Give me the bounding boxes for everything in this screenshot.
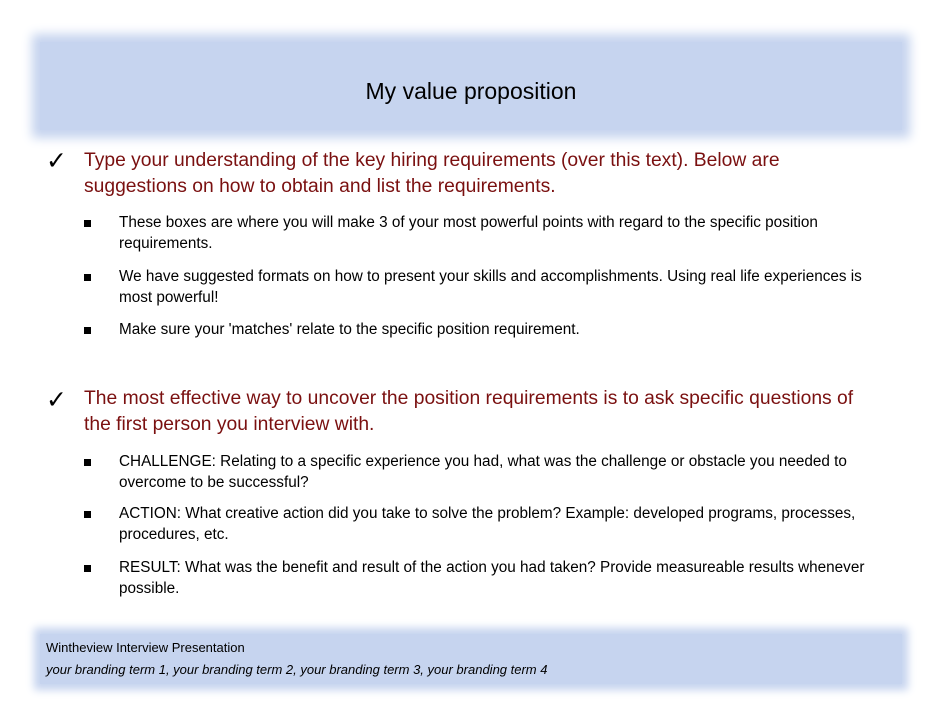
bullet-text: RESULT: What was the benefit and result of the action you had taken? Provide measureable results whenever possible. [119,559,865,597]
bullet-text: We have suggested formats on how to present your skills and accomplishments. Using real life experiences is most powerful! [119,268,862,306]
square-bullet-icon [84,327,91,334]
square-bullet-icon [84,220,91,227]
section-lead-text: Type your understanding of the key hiring requirements (over this text). Below are suggestions on how to obtain and list the requirements. [84,150,780,197]
bullet-text: CHALLENGE: Relating to a specific experience you had, what was the challenge or obstacle you needed to overcome to be successful? [119,453,847,491]
section-lead-text: The most effective way to uncover the position requirements is to ask specific questions of the first person you interview with. [84,388,854,435]
bullet-text: Make sure your 'matches' relate to the specific position requirement. [119,321,580,338]
footer-title: Wintheview Interview Presentation [46,640,245,655]
footer-branding-terms: your branding term 1, your branding term 2, your branding term 3, your branding term 4 [46,662,548,677]
slide-title: My value proposition [365,78,577,104]
square-bullet-icon [84,274,91,281]
square-bullet-icon [84,511,91,518]
square-bullet-icon [84,459,91,466]
bullet-text: ACTION: What creative action did you take to solve the problem? Example: developed programs, processes, procedures, etc. [119,505,856,543]
checkmark-icon: ✓ [46,146,67,175]
bullet-text: These boxes are where you will make 3 of your most powerful points with regard to the specific position requirements. [119,214,818,252]
checkmark-icon: ✓ [46,385,67,414]
square-bullet-icon [84,565,91,572]
